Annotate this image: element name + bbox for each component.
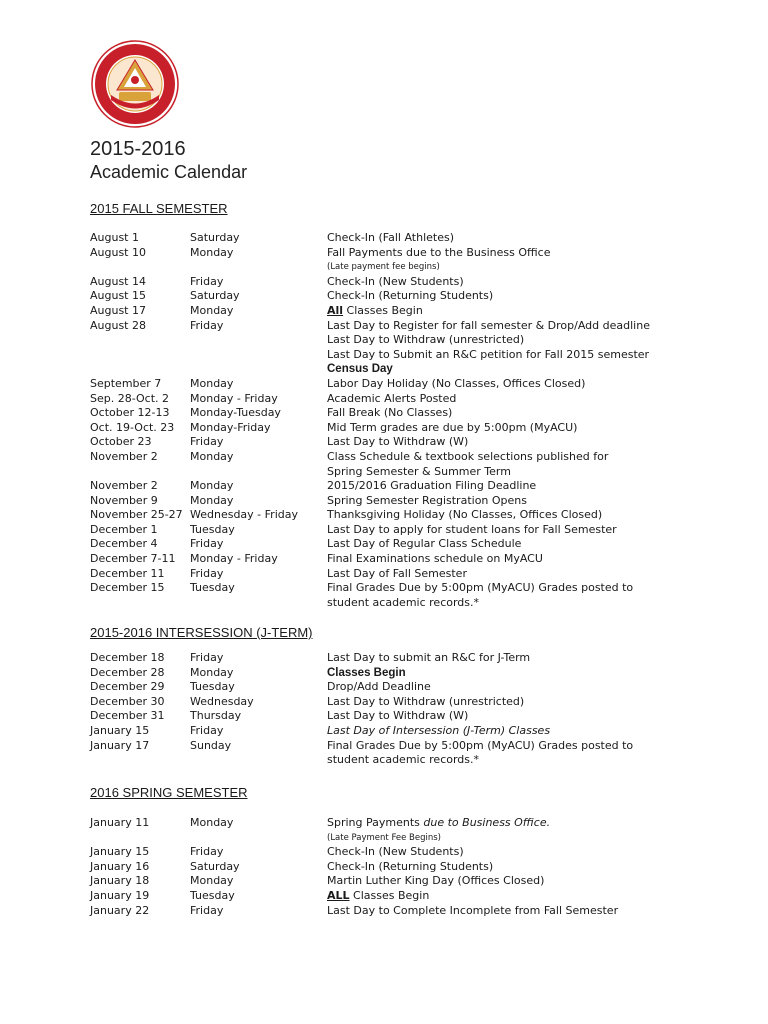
event-description: Last Day to Register for fall semester & Drop/Add deadline [327, 318, 650, 332]
event-description: Class Schedule & textbook selections published for [327, 449, 609, 463]
event-weekday: Friday [190, 651, 224, 664]
section-heading: 2015 FALL SEMESTER [90, 201, 228, 216]
event-weekday: Thursday [190, 709, 242, 723]
event-weekday: Monday [190, 479, 234, 493]
event-description: Martin Luther King Day (Offices Closed) [327, 874, 545, 888]
event-description: Last Day to Withdraw (unrestricted) [327, 694, 525, 708]
event-description: Classes Begin [327, 666, 406, 679]
event-date: January 16 [90, 859, 150, 873]
event-weekday: Friday [190, 903, 224, 917]
event-weekday: Monday [190, 665, 234, 679]
event-weekday: Monday [190, 449, 234, 463]
event-description: Drop/Add Deadline [327, 680, 431, 694]
event-weekday: Monday - Friday [190, 552, 278, 566]
event-date: August 14 [90, 274, 146, 288]
event-description: (Late Payment Fee Begins) [327, 832, 441, 843]
event-description: Last Day of Fall Semester [327, 566, 467, 580]
event-text: Classes Begin [343, 303, 423, 317]
event-weekday: Saturday [190, 859, 240, 873]
event-date: August 15 [90, 289, 146, 303]
event-date: December 31 [90, 709, 165, 723]
event-weekday: Friday [190, 435, 224, 449]
event-description: Check-In (Returning Students) [327, 859, 494, 873]
event-date: October 12-13 [90, 406, 170, 420]
event-date: December 29 [90, 680, 165, 694]
event-weekday: Monday [190, 376, 234, 390]
event-date: November 25-27 [90, 508, 183, 522]
event-date: November 2 [90, 449, 158, 463]
event-emphasis: Spring Payments [327, 816, 424, 829]
calendar-year: 2015-2016 [90, 138, 186, 160]
event-weekday: Monday-Friday [190, 420, 271, 434]
event-date: Sep. 28-Oct. 2 [90, 391, 170, 405]
event-description [327, 304, 423, 319]
event-description: Final Grades Due by 5:00pm (MyACU) Grades posted to [327, 738, 634, 752]
event-date: January 15 [90, 723, 150, 737]
event-date: December 30 [90, 694, 165, 708]
event-description [327, 816, 550, 831]
event-date: January 11 [90, 816, 150, 829]
event-description: student academic records.* [327, 595, 480, 609]
event-description: Check-In (Fall Athletes) [327, 231, 455, 244]
event-date: October 23 [90, 435, 152, 449]
event-description: Fall Payments due to the Business Office [327, 245, 551, 259]
event-weekday: Sunday [190, 738, 232, 752]
event-date: August 1 [90, 231, 139, 244]
event-description: Last Day to Withdraw (unrestricted) [327, 333, 525, 347]
event-weekday: Friday [190, 274, 224, 288]
event-description: Last Day to Complete Incomplete from Fall Semester [327, 903, 619, 917]
event-date: December 28 [90, 665, 165, 679]
event-description: Spring Semester & Summer Term [327, 464, 511, 478]
event-date: December 11 [90, 566, 165, 580]
event-date: December 1 [90, 522, 158, 536]
event-description: Census Day [327, 363, 393, 376]
event-description: Last Day of Regular Class Schedule [327, 537, 522, 551]
event-description: Thanksgiving Holiday (No Classes, Offices Closed) [327, 508, 603, 522]
event-emphasis: ALL [327, 888, 350, 902]
event-date: December 7-11 [90, 552, 176, 566]
event-weekday: Friday [190, 845, 224, 859]
event-date: August 28 [90, 318, 146, 332]
event-weekday: Friday [190, 318, 224, 332]
event-date: November 2 [90, 479, 158, 493]
event-description: Labor Day Holiday (No Classes, Offices Closed) [327, 376, 586, 390]
event-weekday: Monday [190, 303, 234, 317]
event-date: January 18 [90, 874, 150, 888]
event-date: December 18 [90, 651, 165, 664]
event-weekday: Wednesday - Friday [190, 508, 298, 522]
event-date: January 17 [90, 738, 150, 752]
event-weekday: Saturday [190, 289, 240, 303]
event-date: November 9 [90, 493, 158, 507]
event-description: Final Examinations schedule on MyACU [327, 552, 543, 566]
calendar-title: Academic Calendar [90, 162, 248, 182]
event-description: Last Day to Withdraw (W) [327, 709, 469, 723]
event-description: Last Day to apply for student loans for Fall Semester [327, 522, 617, 536]
event-weekday: Friday [190, 723, 224, 737]
event-date: Oct. 19-Oct. 23 [90, 420, 175, 434]
event-weekday: Tuesday [190, 581, 235, 595]
event-weekday: Tuesday [190, 522, 235, 536]
event-weekday: Monday [190, 245, 234, 259]
event-weekday: Friday [190, 537, 224, 551]
event-description [327, 889, 429, 904]
event-date: September 7 [90, 376, 162, 390]
event-weekday: Tuesday [190, 888, 235, 902]
event-date: August 10 [90, 245, 146, 259]
event-description: student academic records.* [327, 753, 480, 767]
event-date: January 22 [90, 903, 150, 917]
event-date: December 15 [90, 581, 165, 595]
event-description: (Late payment fee begins) [327, 262, 440, 273]
event-description: 2015/2016 Graduation Filing Deadline [327, 479, 537, 493]
event-weekday: Monday [190, 874, 234, 888]
event-text: Classes Begin [349, 888, 430, 902]
event-description: Check-In (New Students) [327, 274, 464, 288]
event-weekday: Saturday [190, 231, 240, 244]
event-date: December 4 [90, 537, 158, 551]
event-date: August 17 [90, 303, 146, 317]
event-weekday: Friday [190, 566, 224, 580]
event-text: due to Business Office. [423, 816, 551, 829]
event-description: Mid Term grades are due by 5:00pm (MyACU) [327, 420, 578, 434]
university-seal-logo [91, 40, 179, 128]
event-emphasis: All [327, 303, 344, 317]
event-description: Last Day to Withdraw (W) [327, 435, 469, 449]
event-description: Last Day of Intersession (J-Term) Classes [327, 723, 551, 737]
event-date: January 19 [90, 888, 150, 902]
event-date: January 15 [90, 845, 150, 859]
event-description: Last Day to submit an R&C for J-Term [327, 651, 531, 664]
event-weekday: Monday [190, 493, 234, 507]
event-description: Academic Alerts Posted [327, 391, 457, 405]
section-heading: 2016 SPRING SEMESTER [90, 785, 248, 800]
event-description: Spring Semester Registration Opens [327, 493, 527, 507]
section-heading: 2015-2016 INTERSESSION (J-TERM) [90, 625, 313, 640]
event-weekday: Monday [190, 816, 234, 829]
event-weekday: Tuesday [190, 680, 235, 694]
event-description: Last Day to Submit an R&C petition for Fall 2015 semester [327, 347, 650, 361]
event-weekday: Monday-Tuesday [190, 406, 281, 420]
event-weekday: Monday - Friday [190, 391, 278, 405]
event-description: Check-In (Returning Students) [327, 289, 494, 303]
event-description: Final Grades Due by 5:00pm (MyACU) Grades posted to [327, 581, 634, 595]
event-description: Fall Break (No Classes) [327, 406, 453, 420]
event-description: Check-In (New Students) [327, 845, 464, 859]
event-weekday: Wednesday [190, 694, 254, 708]
